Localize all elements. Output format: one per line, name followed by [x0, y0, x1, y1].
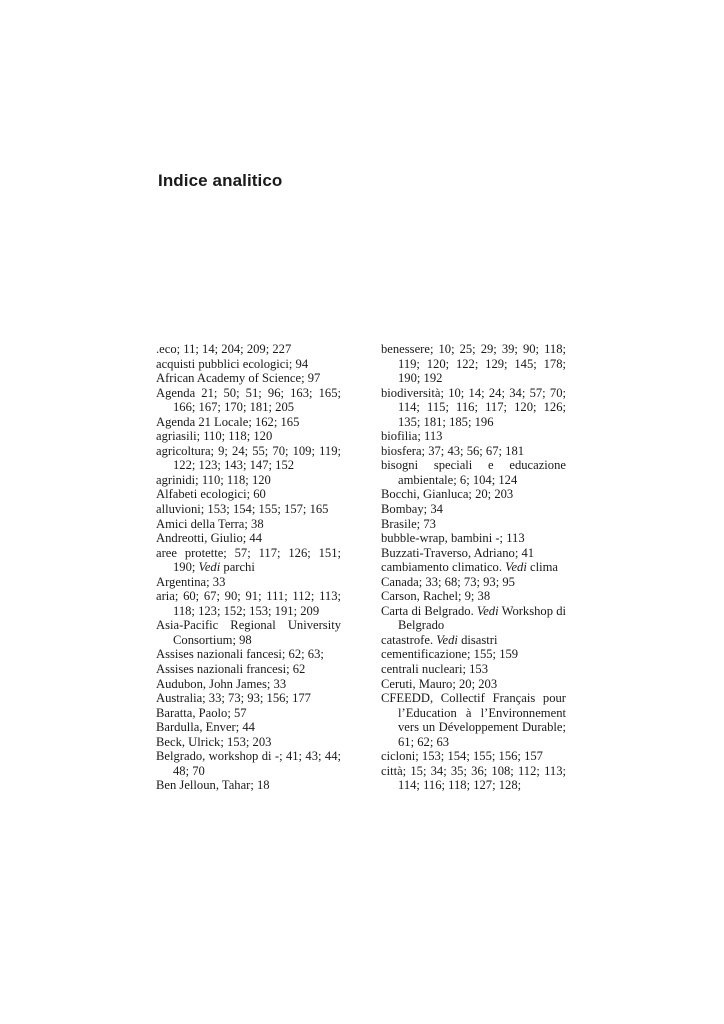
index-entry-text: biosfera; 37; 43; 56; 67; 181 — [381, 443, 525, 458]
index-entry — [156, 778, 341, 793]
index-entry-text: aree protette; 57; 117; 126; 151; 190; — [156, 545, 341, 575]
index-entry — [381, 546, 566, 561]
see-reference: Vedi — [436, 632, 458, 647]
index-entry — [156, 706, 341, 721]
index-entry-text: Agenda 21; 50; 51; 96; 163; 165; 166; 167; 170; 181; 205 — [156, 385, 341, 415]
index-entry — [381, 604, 566, 633]
index-entry-text: catastrofe. — [381, 632, 434, 647]
index-entry — [156, 444, 341, 473]
index-entry — [156, 691, 341, 706]
index-entry — [381, 575, 566, 590]
index-entry — [156, 357, 341, 372]
index-entry — [381, 444, 566, 459]
index-entry — [156, 749, 341, 778]
index-entry — [156, 618, 341, 647]
index-entry — [156, 502, 341, 517]
index-entry — [381, 487, 566, 502]
index-entry-text: biodiversità; 10; 14; 24; 34; 57; 70; 114; 115; 116; 117; 120; 126; 135; 181; 185; 196 — [381, 385, 566, 429]
index-entry — [381, 560, 566, 575]
index-entry — [381, 662, 566, 677]
index-entry-text: Beck, Ulrick; 153; 203 — [156, 734, 272, 749]
index-entry — [381, 647, 566, 662]
index-entry — [381, 429, 566, 444]
index-column-left — [156, 342, 341, 793]
see-target: clima — [530, 560, 558, 575]
index-entry-text: Brasile; 73 — [381, 516, 436, 531]
index-entry — [156, 546, 341, 575]
index-entry-text: Argentina; 33 — [156, 574, 226, 589]
index-entry — [381, 502, 566, 517]
index-entry-text: centrali nucleari; 153 — [381, 662, 488, 677]
index-entry — [381, 589, 566, 604]
index-entry-text: Australia; 33; 73; 93; 156; 177 — [156, 691, 311, 706]
see-target: parchi — [223, 560, 255, 575]
index-entry-text: Audubon, John James; 33 — [156, 676, 287, 691]
index-entry — [381, 342, 566, 386]
index-entry — [156, 342, 341, 357]
index-entry-text: Bombay; 34 — [381, 502, 443, 517]
see-reference: Vedi — [505, 560, 527, 575]
see-target: disastri — [461, 632, 498, 647]
index-entry-text: Ben Jelloun, Tahar; 18 — [156, 778, 270, 793]
index-entry-text: CFEEDD, Collectif Français pour l’Education à l’Environnement vers un Développement Durable; 61; 62; 63 — [381, 691, 566, 749]
index-entry-text: cicloni; 153; 154; 155; 156; 157 — [381, 749, 543, 764]
index-entry — [156, 415, 341, 430]
index-entry — [156, 487, 341, 502]
index-entry-text: Alfabeti ecologici; 60 — [156, 487, 266, 502]
index-entry-text: agricoltura; 9; 24; 55; 70; 109; 119; 122; 123; 143; 147; 152 — [156, 443, 341, 473]
index-entry-text: Baratta, Paolo; 57 — [156, 705, 247, 720]
index-entry-text: città; 15; 34; 35; 36; 108; 112; 113; 114; 116; 118; 127; 128; — [381, 763, 566, 793]
index-entry — [156, 662, 341, 677]
index-column-right — [381, 342, 566, 793]
index-entry — [156, 647, 341, 662]
index-entry-text: Assises nazionali francesi; 62 — [156, 662, 306, 677]
index-entry — [156, 677, 341, 692]
index-entry — [156, 531, 341, 546]
index-entry — [156, 429, 341, 444]
index-entry-text: cambiamento climatico. — [381, 560, 502, 575]
index-entry-text: bisogni speciali e educazione ambientale; 6; 104; 124 — [381, 458, 566, 487]
index-entry-text: agriasili; 110; 118; 120 — [156, 429, 273, 444]
index-entry — [156, 735, 341, 750]
index-entry-text: Andreotti, Giulio; 44 — [156, 531, 262, 546]
index-entry-text: acquisti pubblici ecologici; 94 — [156, 356, 309, 371]
see-reference: Vedi — [476, 603, 499, 618]
index-entry — [381, 517, 566, 532]
index-entry-text: Belgrado, workshop di -; 41; 43; 44; 48; 70 — [156, 749, 341, 778]
index-entry-text: aria; 60; 67; 90; 91; 111; 112; 113; 118; 123; 152; 153; 191; 209 — [156, 589, 341, 618]
index-entry — [156, 720, 341, 735]
index-entry — [381, 749, 566, 764]
index-entry — [381, 677, 566, 692]
index-entry — [156, 386, 341, 415]
index-entry — [381, 633, 566, 648]
index-entry-text: Assises nazionali fancesi; 62; 63; — [156, 647, 324, 662]
index-entry-text: Buzzati-Traverso, Adriano; 41 — [381, 545, 535, 560]
index-entry — [156, 517, 341, 532]
index-entry-text: Canada; 33; 68; 73; 93; 95 — [381, 574, 515, 589]
index-entry-text: alluvioni; 153; 154; 155; 157; 165 — [156, 502, 329, 517]
index-entry-text: Bocchi, Gianluca; 20; 203 — [381, 487, 514, 502]
see-reference: Vedi — [198, 560, 221, 575]
index-entry — [156, 473, 341, 488]
index-entry-text: Amici della Terra; 38 — [156, 516, 264, 531]
index-entry-text: agrinidi; 110; 118; 120 — [156, 472, 271, 487]
index-entry-text: Bardulla, Enver; 44 — [156, 720, 255, 735]
index-entry-text: African Academy of Science; 97 — [156, 371, 321, 386]
index-entry-text: Carson, Rachel; 9; 38 — [381, 589, 491, 604]
index-entry — [381, 764, 566, 793]
index-entry-text: Ceruti, Mauro; 20; 203 — [381, 676, 498, 691]
index-entry — [381, 691, 566, 749]
page-title: Indice analitico — [158, 171, 283, 190]
index-entry — [156, 589, 341, 618]
index-entry-text: .eco; 11; 14; 204; 209; 227 — [156, 342, 292, 356]
index-entry-text: Asia-Pacific Regional University Consortium; 98 — [156, 618, 341, 647]
see-target: Workshop di Belgrado — [398, 603, 566, 633]
index-entry-text: bubble-wrap, bambini -; 113 — [381, 531, 525, 546]
index-entry-text: benessere; 10; 25; 29; 39; 90; 118; 119; 120; 122; 129; 145; 178; 190; 192 — [381, 342, 566, 386]
index-entry — [381, 531, 566, 546]
index-entry — [381, 458, 566, 487]
index-entry — [156, 371, 341, 386]
index-entry — [381, 386, 566, 430]
index-entry — [156, 575, 341, 590]
index-entry-text: Agenda 21 Locale; 162; 165 — [156, 414, 300, 429]
index-entry-text: Carta di Belgrado. — [381, 603, 474, 618]
index-entry-text: cementificazione; 155; 159 — [381, 647, 519, 662]
index-entry-text: biofilia; 113 — [381, 429, 443, 444]
